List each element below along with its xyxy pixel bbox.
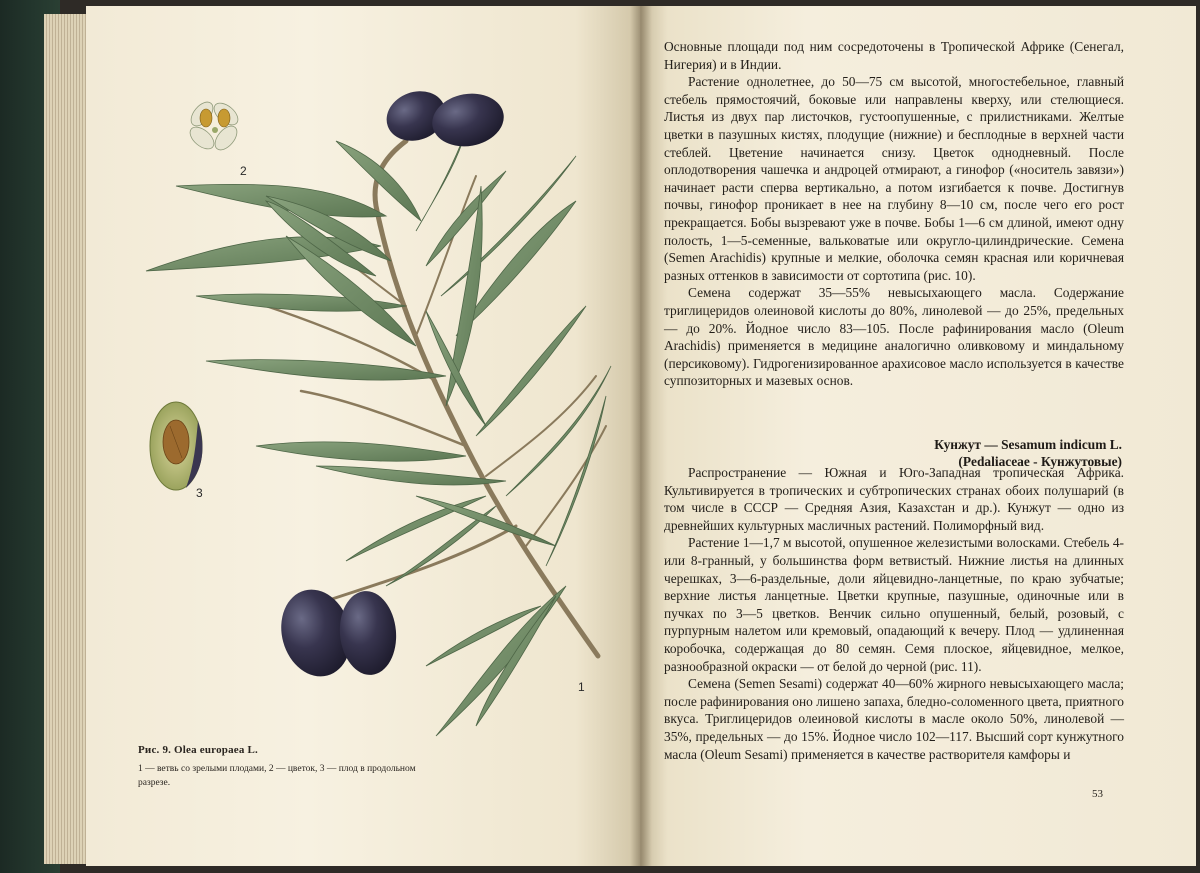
paragraph: Семена содержат 35—55% невысыхающего масла. Содержание триглицеридов олеиновой кислоты до 80%, линолевой — до 25%, предельных — до 20%. Йодное число 83—105. После рафинирования масло (Oleum Arachidis) применяется в медицине аналогично оливковому и миндальному (персиковому). Гидрогенизированное арахисовое масло используется в качестве суппозиторных и мазевых основ. [664,285,1124,389]
paragraph: Основные площади под ним сосредоточены в Тропической Африке (Сенегал, Нигерия) и в Индии. [664,39,1124,72]
paragraph: Растение однолетнее, до 50—75 см высотой, многостебельное, главный стебель прямостоячий, боковые или направлены кверху, или стелющиеся. Листья из двух пар листочков, густоопушенные, с прилистниками. Желтые цветки в пазушных кистях, плодущие (нижние) и бесплодные в верхней части стеблей. Цветение начинается снизу. Цветок однодневный. После оплодотворения чашечка и андроцей отмирают, а гинофор («носитель завязи») начинает расти сперва вертикально, а потом изгибается к почве. Достигнув почвы, гинофор проникает в нее на глубину 8—10 см, после чего его рост прекращается. Бобы вызревают уже в почве. Бобы 1—6 см длиной, имеют одну полость, 1—5-семенные, вальковатые или округло-цилиндрические. Семена (Semen Arachidis) крупные и мелкие, оболочка семян красная или коричневая разных оттенков в зависимости от сортотипа (рис. 10). [664,74,1124,283]
body-text-bottom [664,464,1124,763]
caption-title: Рис. 9. Olea europaea L. [138,744,259,756]
body-text-top [664,38,1124,390]
olive-flower [186,98,242,154]
olive-illustration [86,6,642,866]
section-heading-title: Кунжут — Sesamum indicum L. [934,437,1122,452]
olive-fruits-top [380,83,508,152]
page-number: 53 [1092,788,1103,800]
paragraph: Растение 1—1,7 м высотой, опушенное железистыми волосками. Стебель 4- или 8-гранный, у большинства форм ветвистый. Нижние листья на длинных черешках, 3—6-раздельные, доли яйцевидно-ланцетные, по краю зубчатые; верхние листья ланцетные. Цветки крупные, пазушные, одиночные или в пучках по 3—5 цветков. Венчик сильно опушенный, белый, розовый, с пурпурным налетом или кремовый, опадающий к вечеру. Плод — удлиненная коробочка, содержащая до 80 семян. Семя плоское, яйцевидное, мелкое, разнообразной окраски — от белой до черной (рис. 11). [664,535,1124,674]
section-heading-family: (Pedaliaceae - Кунжутовые) [958,454,1122,469]
figure-label-flower: 2 [240,164,247,178]
figure-caption [138,744,428,790]
page-stack-edge [44,14,88,864]
olive-fruit-section [150,402,202,490]
paragraph: Распространение — Южная и Юго-Западная тропическая Африка. Культивируется в тропических и субтропических странах обоих полушарий (в том числе в СССР — Средняя Азия, Казахстан и др.). Кунжут — одно из древнейших культурных масличных растений. Полиморфный вид. [664,465,1124,533]
figure-label-branch: 1 [578,680,585,694]
paragraph: Семена (Semen Sesami) содержат 40—60% жирного невысыхающего масла; после рафинирования оно лишено запаха, бледно-соломенного цвета, приятного вкуса. Триглицеридов олеиновой кислоты в масле около 50%, линолевой — 35%, предельных — до 15%. Йодное число 102—117. Высший сорт кунжутного масла (Oleum Sesami) применяется в качестве растворителя камфоры и [664,676,1124,762]
figure-label-fruit-section: 3 [196,486,203,500]
caption-body: 1 — ветвь со зрелыми плодами, 2 — цветок, 3 — плод в продольном разрезе. [138,764,416,788]
